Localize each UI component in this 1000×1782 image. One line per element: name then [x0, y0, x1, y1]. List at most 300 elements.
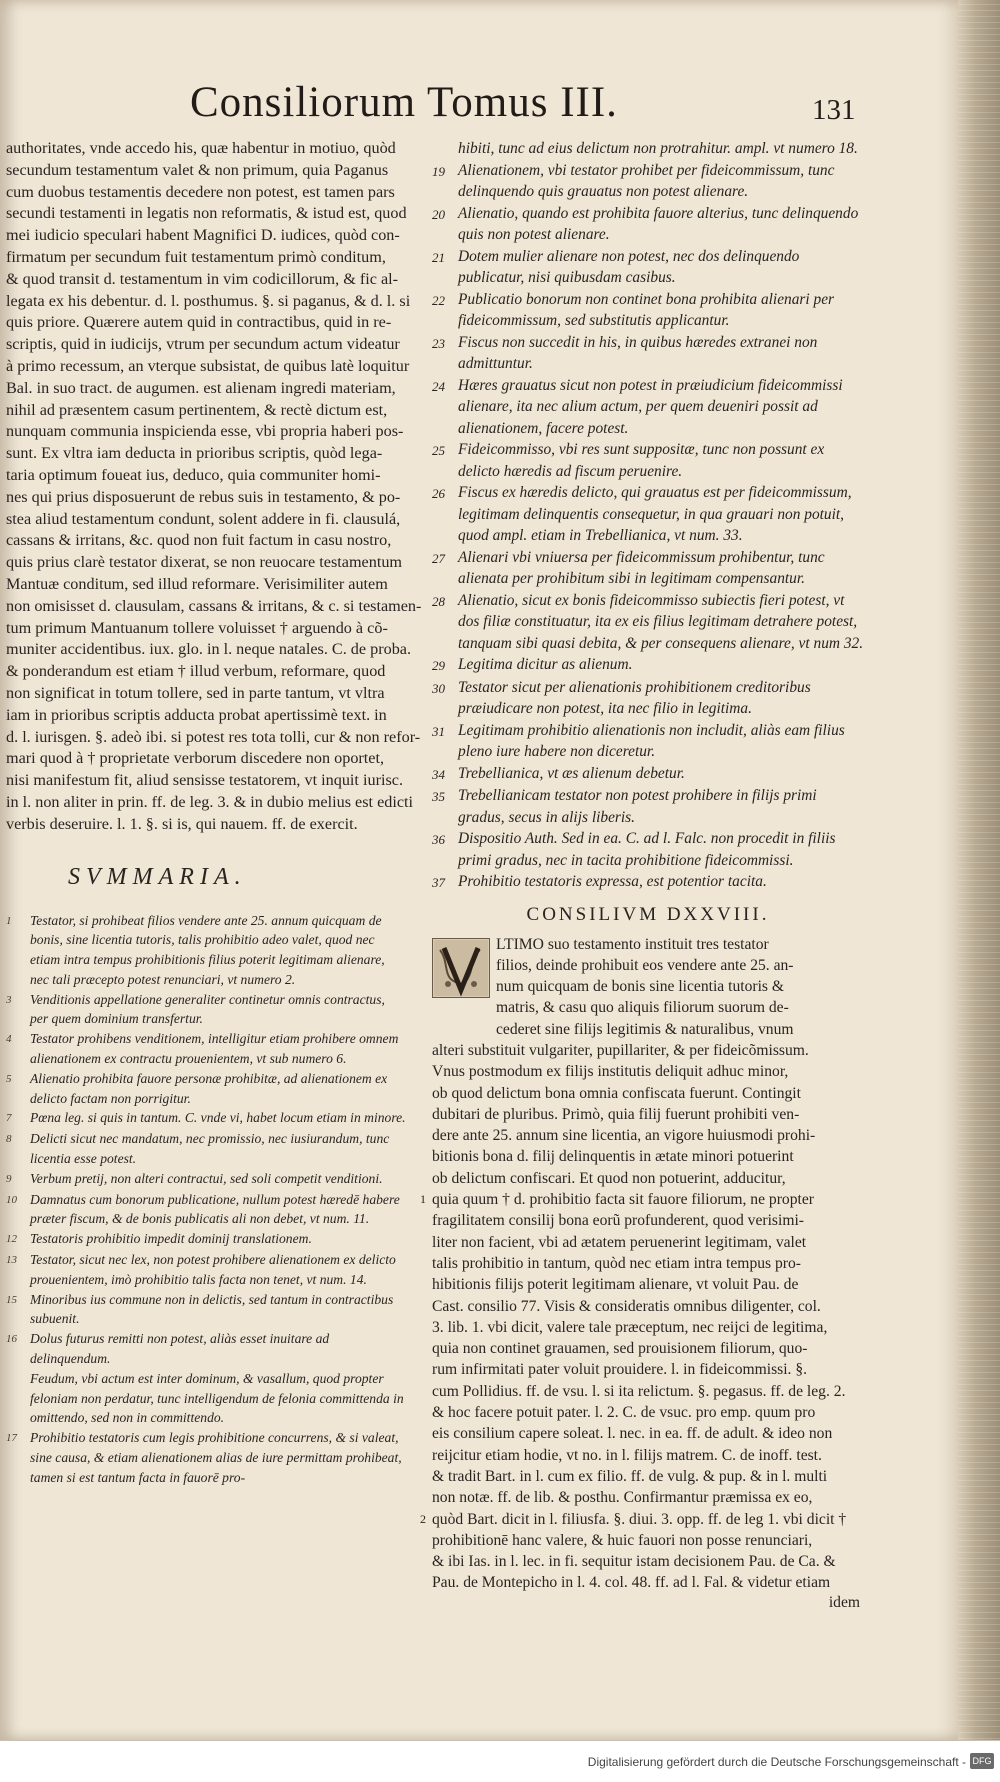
page-edge-line — [958, 760, 1000, 761]
page-edge-line — [958, 250, 1000, 251]
body-line — [432, 1487, 864, 1508]
page-edge-line — [958, 520, 1000, 521]
item-number: 29 — [432, 658, 445, 673]
body-line — [432, 1253, 864, 1274]
body-line — [432, 955, 864, 976]
page-edge-line — [958, 184, 1000, 185]
text-line: taria optimum foueat ius, deduco, quia communiter homi- — [6, 465, 381, 484]
body-line — [432, 1381, 864, 1402]
page-edge-line — [958, 628, 1000, 629]
page-edge-line — [958, 52, 1000, 53]
item-text: Alienatio prohibita fauore personæ prohibitæ, ad alienationem ex delicto factam non porrigitur. — [30, 1070, 388, 1106]
page-edge-line — [958, 646, 1000, 647]
page-edge-line — [958, 1702, 1000, 1703]
summary-item — [6, 1329, 406, 1369]
page-edge-line — [958, 754, 1000, 755]
summary-item — [6, 1129, 406, 1169]
item-number: 7 — [6, 1112, 12, 1125]
page-edge-line — [958, 220, 1000, 221]
text-line: d. l. iurisgen. §. adeò ibi. si potest res tota tolli, cur & non refor- — [6, 727, 421, 746]
page-edge-line — [958, 1690, 1000, 1691]
page-number: 131 — [812, 94, 856, 126]
page-edge-line — [958, 808, 1000, 809]
page-edge-line — [958, 1642, 1000, 1643]
body-line-text: dubitari de pluribus. Primò, quia filij fuerunt prohibiti ven- — [432, 1105, 800, 1123]
page-edge-line — [958, 748, 1000, 749]
page-edge-line — [958, 826, 1000, 827]
page-edge-line — [958, 1492, 1000, 1493]
item-number: 26 — [432, 486, 445, 501]
page-edge-line — [958, 1498, 1000, 1499]
page-edge-line — [958, 910, 1000, 911]
page-edge-line — [958, 460, 1000, 461]
page-edge-line — [958, 1324, 1000, 1325]
page-edge-line — [958, 34, 1000, 35]
item-number: 4 — [6, 1033, 12, 1046]
page-edge-line — [958, 178, 1000, 179]
page-edge-line — [958, 514, 1000, 515]
page-edge-line — [958, 82, 1000, 83]
item-number — [432, 138, 458, 160]
catchword: idem — [828, 1593, 860, 1611]
page-edge-line — [958, 988, 1000, 989]
page-edge-line — [958, 286, 1000, 287]
page-edge-line — [958, 256, 1000, 257]
page-edge-line — [958, 1552, 1000, 1553]
page-edge-line — [958, 1684, 1000, 1685]
page-edge-line — [958, 1090, 1000, 1091]
page-edge-line — [958, 1624, 1000, 1625]
page-edge-line — [958, 478, 1000, 479]
item-number: 12 — [6, 1233, 17, 1246]
page-edge-line — [958, 1696, 1000, 1697]
page-edge-line — [958, 304, 1000, 305]
text-line: firmatum per secundum fuit testamentum primò conditum, — [6, 247, 386, 266]
item-text: Fideicommisso, vbi res sunt suppositæ, tunc non possunt ex delicto hæredis ad fiscum peruenire. — [458, 441, 825, 480]
summary-item — [432, 654, 864, 677]
page-edge-line — [958, 1276, 1000, 1277]
item-text: Trebellianica, vt æs alienum debetur. — [458, 764, 685, 782]
body-line — [432, 1530, 864, 1551]
body-line-text: cederet sine filijs legitimis & naturalibus, vnum — [496, 1020, 794, 1038]
text-line: & quod transit d. testamentum in vim codicillorum, & fic al- — [6, 269, 399, 288]
text-line: cassans & irritans, &c. quod non fuit factum in casu nostro, — [6, 531, 392, 550]
page-edge-line — [958, 1024, 1000, 1025]
item-text: Testator, si prohibeat filios vendere ante 25. annum quicquam de bonis, sine licentia tutoris, talis prohibitio adeo valet, quod nec etiam intra tempus prohibitionis filius poterit legitimam alienare, nec tali præcepto potest renunciari, vt numero 2. — [30, 912, 385, 987]
text-line: authoritates, vnde accedo his, quæ habentur in motiuo, quòd — [6, 139, 396, 157]
page-edge-line — [958, 616, 1000, 617]
page-edge-line — [958, 1096, 1000, 1097]
page-edge-line — [958, 508, 1000, 509]
page-edge-line — [958, 1660, 1000, 1661]
body-line — [432, 1040, 864, 1061]
page-edge-line — [958, 1420, 1000, 1421]
page-edge-line — [958, 112, 1000, 113]
page-edge — [958, 0, 1000, 1740]
page-edge-line — [958, 676, 1000, 677]
page-edge-line — [958, 154, 1000, 155]
page-edge-line — [958, 592, 1000, 593]
page-edge-line — [958, 1156, 1000, 1157]
summary-item — [432, 590, 864, 655]
body-line-text: quia non continet grauamen, sed prouisionem filiorum, quo- — [432, 1340, 808, 1358]
page-edge-line — [958, 1006, 1000, 1007]
page-edge-line — [958, 1546, 1000, 1547]
page-edge-line — [958, 982, 1000, 983]
page-edge-line — [958, 568, 1000, 569]
page-edge-line — [958, 604, 1000, 605]
body-line — [432, 1296, 864, 1317]
page-edge-line — [958, 712, 1000, 713]
page-edge-line — [958, 700, 1000, 701]
body-line — [432, 1232, 864, 1253]
right-column — [420, 138, 864, 1612]
page-edge-line — [958, 1726, 1000, 1727]
summary-item — [432, 203, 864, 246]
page-edge-line — [958, 196, 1000, 197]
page-edge-line — [958, 562, 1000, 563]
item-number: 30 — [432, 680, 445, 696]
page-edge-line — [958, 1282, 1000, 1283]
page-edge-line — [958, 1426, 1000, 1427]
body-line-text: eis consilium capere soleat. l. nec. in ea. ff. de adult. & ideo non — [432, 1425, 833, 1443]
page-edge-line — [958, 784, 1000, 785]
item-number: 34 — [432, 766, 445, 782]
text-line: sunt. Ex vltra iam deducta in prioribus scriptis, quòd lega- — [6, 444, 383, 463]
summary-item — [432, 289, 864, 332]
page-edge-line — [958, 160, 1000, 161]
item-text: Damnatus cum bonorum publicatione, nullum potest hæredē habere præter fiscum, & de bonis publicatis ali non debet, vt num. 11. — [30, 1191, 400, 1227]
page-edge-line — [958, 1450, 1000, 1451]
summary-item — [432, 482, 864, 547]
page-edge-line — [958, 1264, 1000, 1265]
page-edge-line — [958, 496, 1000, 497]
page-edge-line — [958, 1000, 1000, 1001]
body-line — [432, 1551, 864, 1572]
page-edge-line — [958, 1228, 1000, 1229]
page-edge-line — [958, 736, 1000, 737]
page-edge-line — [958, 1300, 1000, 1301]
summary-item — [6, 1428, 406, 1487]
body-line-text: fragilitatem consilij bona eorũ profunderent, quod verisimi- — [432, 1212, 804, 1230]
page-edge-line — [958, 1312, 1000, 1313]
page-edge-line — [958, 1666, 1000, 1667]
summaria-heading: SVMMARIA. — [68, 863, 247, 890]
page-edge-line — [958, 1456, 1000, 1457]
page-edge-line — [958, 268, 1000, 269]
page-edge-line — [958, 1132, 1000, 1133]
page-edge-line — [958, 502, 1000, 503]
page-edge-line — [958, 1534, 1000, 1535]
footer-bar — [0, 1740, 1000, 1782]
summary-item — [432, 138, 864, 160]
body-line-text: 3. lib. 1. vbi dicit, valere tale præceptum, nec reijci de legitima, — [432, 1318, 828, 1336]
summary-item — [6, 911, 406, 990]
body-line — [432, 934, 864, 955]
page-edge-line — [958, 1246, 1000, 1247]
page-edge-line — [958, 418, 1000, 419]
body-line-text: ob delictum confiscari. Et quod non potuerint, adducitur, — [432, 1169, 786, 1187]
item-text: Publicatio bonorum non continet bona prohibita alienari per fideicommissum, sed substitutis applicantur. — [458, 290, 835, 329]
page-edge-line — [958, 1360, 1000, 1361]
page-edge-line — [958, 532, 1000, 533]
item-number: 36 — [432, 832, 445, 847]
body-line — [432, 997, 864, 1018]
body-line — [432, 976, 864, 997]
page-edge-line — [958, 1054, 1000, 1055]
page-edge-line — [958, 1396, 1000, 1397]
page-edge-line — [958, 1306, 1000, 1307]
page-edge-line — [958, 346, 1000, 347]
item-number: 8 — [6, 1133, 12, 1146]
page-edge-line — [958, 550, 1000, 551]
page-edge-line — [958, 904, 1000, 905]
item-text: Alienari vbi vniuersa per fideicommissum prohibentur, tunc alienata per prohibitum sibi in legitimam compensantur. — [458, 548, 825, 587]
page-edge-line — [958, 1720, 1000, 1721]
page-edge-line — [958, 1150, 1000, 1151]
page-edge-line — [958, 1114, 1000, 1115]
item-text: Dolus futurus remitti non potest, aliàs esset inuitare ad delinquendum. — [30, 1331, 330, 1367]
page-edge-line — [958, 118, 1000, 119]
page-edge-line — [958, 1636, 1000, 1637]
page-edge-line — [958, 1198, 1000, 1199]
page-edge-line — [958, 16, 1000, 17]
page-edge-line — [958, 64, 1000, 65]
left-column — [6, 138, 422, 1488]
item-text: Minoribus ius commune non in delictis, sed tantum in contractibus subuenit. — [30, 1291, 394, 1327]
item-text: Feudum, vbi actum est inter dominum, & vasallum, quod propter feloniam non perdatur, tunc intelligendum de felonia committenda in omittendo, sed non in committendo. — [30, 1370, 404, 1426]
item-text: Pœna leg. si quis in tantum. C. vnde vi, habet locum etiam in minore. — [30, 1110, 406, 1126]
page-edge-line — [958, 850, 1000, 851]
summaria-list — [6, 911, 406, 1488]
page-edge-line — [958, 1168, 1000, 1169]
page-edge-line — [958, 928, 1000, 929]
page-edge-line — [958, 352, 1000, 353]
page-edge-line — [958, 1186, 1000, 1187]
page-edge-line — [958, 28, 1000, 29]
body-line — [432, 1572, 864, 1593]
page-edge-line — [958, 1162, 1000, 1163]
page-edge-line — [958, 202, 1000, 203]
page-edge-line — [958, 538, 1000, 539]
page-edge-line — [958, 4, 1000, 5]
item-text: Alienationem, vbi testator prohibet per fideicommissum, tunc delinquendo quis grauatus non potest alienare. — [458, 161, 835, 200]
body-line — [432, 1317, 864, 1338]
body-line-text: Cast. consilio 77. Visis & consideratis omnibus diligenter, col. — [432, 1297, 821, 1315]
item-text: Trebellianicam testator non potest prohibere in filijs primi gradus, secus in alijs liberis. — [458, 787, 817, 826]
body-line — [432, 1274, 864, 1295]
page-edge-line — [958, 766, 1000, 767]
page-edge-line — [958, 1582, 1000, 1583]
page-edge-line — [958, 1240, 1000, 1241]
page-edge-line — [958, 1252, 1000, 1253]
page-edge-line — [958, 610, 1000, 611]
body-line-text: talis prohibitio in tantum, quòd nec etiam intra tempus pro- — [432, 1254, 801, 1272]
page-edge-line — [958, 322, 1000, 323]
page-edge-line — [958, 22, 1000, 23]
page-edge-line — [958, 1630, 1000, 1631]
page-edge-line — [958, 1414, 1000, 1415]
page-edge-line — [958, 58, 1000, 59]
page-edge-line — [958, 1474, 1000, 1475]
body-line-text: & hoc facere potuit pater. l. 2. C. de vsuc. pro emp. quum pro — [432, 1404, 816, 1422]
page-edge-line — [958, 622, 1000, 623]
page-edge-line — [958, 1372, 1000, 1373]
page-edge-line — [958, 382, 1000, 383]
item-number: 27 — [432, 550, 445, 566]
item-number — [6, 1369, 30, 1428]
page-edge-line — [958, 964, 1000, 965]
page-edge-line — [958, 1108, 1000, 1109]
body-line-text: ob quod delictum bona omnia confiscata fuerunt. Contingit — [432, 1084, 801, 1102]
page-edge-line — [958, 1354, 1000, 1355]
body-line — [432, 1061, 864, 1082]
page-edge-line — [958, 88, 1000, 89]
item-text: Legitimam prohibitio alienationis non includit, aliàs eam filius pleno iure habere non diceretur. — [458, 721, 845, 760]
page-edge-line — [958, 844, 1000, 845]
page-edge-line — [958, 1402, 1000, 1403]
page-edge-line — [958, 1432, 1000, 1433]
page-edge-line — [958, 76, 1000, 77]
page-edge-line — [958, 1438, 1000, 1439]
page-edge-line — [958, 1018, 1000, 1019]
page-edge-line — [958, 214, 1000, 215]
text-line: nunquam communia inspicienda esse, vbi propria haberi pos- — [6, 422, 404, 441]
item-number: 9 — [6, 1172, 12, 1185]
consilium-heading: CONSILIVM DXXVIII. — [526, 903, 770, 925]
page-edge-line — [958, 1204, 1000, 1205]
text-line: quis priore. Quærere autem quid in contractibus, quid in re- — [6, 313, 392, 332]
page-edge-line — [958, 1600, 1000, 1601]
body-line — [432, 1402, 864, 1423]
page-edge-line — [958, 1468, 1000, 1469]
body-line-text: & ibi Ias. in l. lec. in fi. sequitur istam decisionem Pau. de Ca. & — [432, 1553, 836, 1571]
summary-item — [6, 1108, 406, 1129]
text-line: nisi manifestum fit, aliud sensisse testatorem, vt inquit iurisc. — [6, 771, 403, 790]
page-edge-line — [958, 148, 1000, 149]
page-edge-line — [958, 946, 1000, 947]
consilium-body — [420, 934, 864, 1594]
body-line-text: non notæ. ff. de lib. & posthu. Confirmantur præmissa ex eo, — [432, 1489, 813, 1507]
page-edge-line — [958, 436, 1000, 437]
body-line — [432, 1359, 864, 1380]
page-edge-line — [958, 970, 1000, 971]
page-edge-line — [958, 1576, 1000, 1577]
item-text: hibiti, tunc ad eius delictum non protrahitur. ampl. vt numero 18. — [458, 140, 858, 157]
page-edge-line — [958, 814, 1000, 815]
page-edge-line — [958, 40, 1000, 41]
page-edge-line — [958, 316, 1000, 317]
item-number: 15 — [6, 1293, 17, 1306]
page-edge-line — [958, 1564, 1000, 1565]
page-edge-line — [958, 952, 1000, 953]
page-edge-line — [958, 1234, 1000, 1235]
page-edge-line — [958, 172, 1000, 173]
page-edge-line — [958, 430, 1000, 431]
item-number: 31 — [432, 723, 445, 739]
page-edge-line — [958, 1084, 1000, 1085]
summary-item — [6, 1190, 406, 1230]
page-edge-line — [958, 652, 1000, 653]
page-edge-line — [958, 694, 1000, 695]
page-edge-line — [958, 526, 1000, 527]
summary-item — [6, 1229, 406, 1250]
page-edge-line — [958, 1042, 1000, 1043]
item-text: Hæres grauatus sicut non potest in præiudicium fideicommissi alienare, ita nec alium actum, per quem deueniri possit ad alienationem, facere potest. — [458, 376, 843, 437]
summary-item — [432, 720, 864, 763]
page-edge-line — [958, 1216, 1000, 1217]
page-edge-line — [958, 226, 1000, 227]
page-edge-line — [958, 796, 1000, 797]
item-number: 21 — [432, 249, 445, 265]
item-number: 16 — [6, 1333, 17, 1346]
item-text: Legitima dicitur as alienum. — [458, 656, 633, 673]
page-edge-line — [958, 190, 1000, 191]
page-edge-line — [958, 370, 1000, 371]
page-edge-line — [958, 106, 1000, 107]
page-edge-line — [958, 1078, 1000, 1079]
page-edge-line — [958, 874, 1000, 875]
body-line-text: Pau. de Montepicho in l. 4. col. 48. ff. ad l. Fal. & videtur etiam — [432, 1574, 831, 1592]
page-edge-line — [958, 1336, 1000, 1337]
page-edge-line — [958, 280, 1000, 281]
page-edge-line — [958, 1330, 1000, 1331]
page-edge-line — [958, 1444, 1000, 1445]
item-number: 19 — [432, 163, 445, 179]
page-edge-line — [958, 364, 1000, 365]
page-edge-line — [958, 958, 1000, 959]
text-line: à primo recessum, an vterque subsistat, de quibus latè loquitur — [6, 356, 410, 375]
page-edge-line — [958, 334, 1000, 335]
page-edge-line — [958, 208, 1000, 209]
item-number: 10 — [6, 1193, 17, 1206]
summary-item — [432, 677, 864, 720]
text-line: mei iudicio speculari habent Magnifici D. iudices, quòd con- — [6, 226, 400, 245]
body-line — [432, 1168, 864, 1189]
page-edge-line — [958, 718, 1000, 719]
page-edge-line — [958, 274, 1000, 275]
page-edge-line — [958, 664, 1000, 665]
page-edge-line — [958, 1618, 1000, 1619]
summary-item — [432, 332, 864, 375]
page-edge-line — [958, 466, 1000, 467]
page-edge-line — [958, 166, 1000, 167]
summary-item — [432, 375, 864, 440]
page-edge-line — [958, 1522, 1000, 1523]
summary-item — [6, 1369, 406, 1428]
page-edge-line — [958, 832, 1000, 833]
page-edge-line — [958, 1066, 1000, 1067]
left-column-text — [6, 138, 422, 836]
page-edge-line — [958, 898, 1000, 899]
page-edge-line — [958, 862, 1000, 863]
page-edge-line — [958, 1120, 1000, 1121]
page-edge-line — [958, 376, 1000, 377]
page-edge-line — [958, 46, 1000, 47]
item-number: 17 — [6, 1432, 17, 1445]
page-edge-line — [958, 1384, 1000, 1385]
text-line: quis prius clarè testator dixerat, se non reuocare testamentum — [6, 553, 403, 572]
page-edge-line — [958, 634, 1000, 635]
page-edge-line — [958, 136, 1000, 137]
page-edge-line — [958, 1648, 1000, 1649]
body-line-text: Vnus postmodum ex filijs institutis deliquit adhuc minor, — [432, 1063, 789, 1081]
text-line: muniter accidentibus. iux. glo. in l. neque natales. C. de proba. — [6, 640, 412, 659]
page-edge-line — [958, 1408, 1000, 1409]
page-edge-line — [958, 1072, 1000, 1073]
page-edge-line — [958, 1558, 1000, 1559]
page-edge-line — [958, 1258, 1000, 1259]
